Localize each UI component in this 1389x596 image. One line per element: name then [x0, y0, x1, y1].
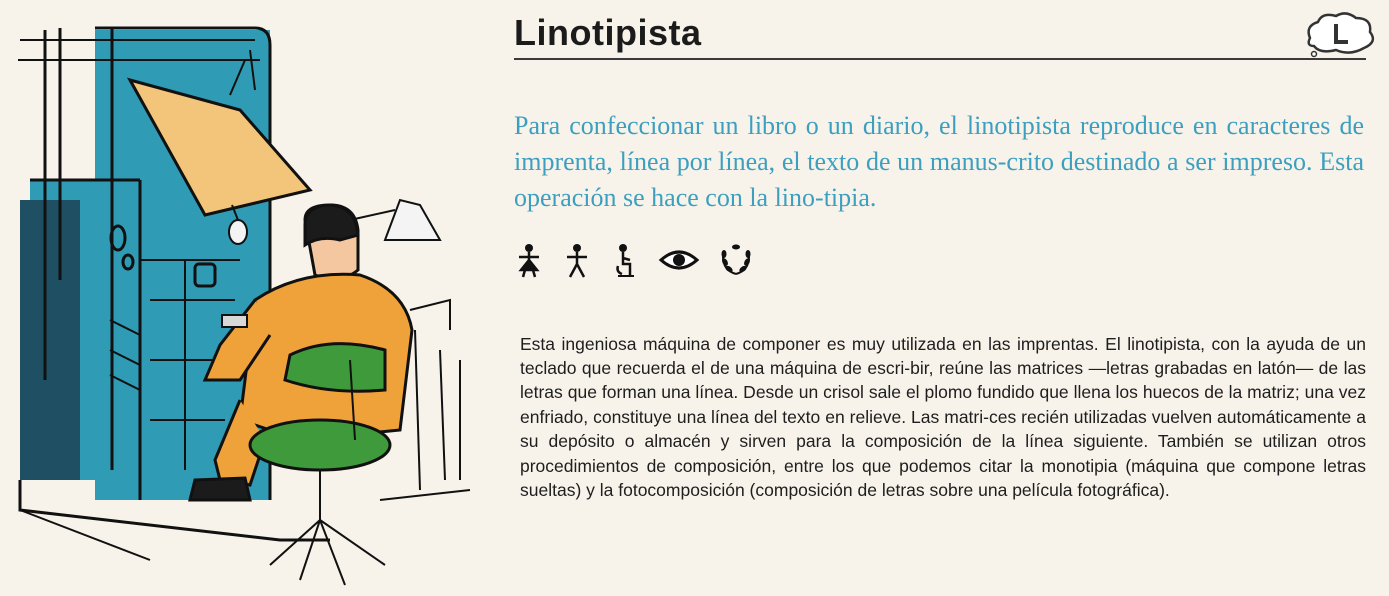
woman-figure-icon [514, 242, 544, 278]
linotype-illustration [0, 0, 500, 596]
eye-icon [658, 242, 700, 278]
title-divider [514, 58, 1366, 60]
man-figure-icon [562, 242, 592, 278]
cloud-logo-icon [1300, 8, 1380, 58]
lead-paragraph: Para confeccionar un libro o un diario, el linotipista reproduce en caracteres de imprenta, línea por línea, el texto de un manus-crito destinado a ser impreso. Esta operación se hace con la lino-tipia. [514, 111, 1364, 212]
page-title: Linotipista [514, 12, 702, 53]
seated-figure-icon [610, 242, 640, 278]
symbol-row [514, 240, 754, 280]
body-paragraph: Esta ingeniosa máquina de componer es muy utilizada en las imprentas. El linotipista, con la ayuda de un teclado que recuerda el de una máquina de escri-bir, reúne las matrices —letras grabadas en latón— de las letras que forman una línea. Desde un crisol sale el plomo fundido que llena los huecos de la matriz; una vez enfriado, constituye una línea del texto en relieve. Las matri-ces recién utilizadas vuelven automáticamente a su depósito o almacén y sirven para la composición de la línea siguiente. También se utilizan otros procedimientos de composición, entre los que podemos citar la monotipia (máquina que compone letras sueltas) y la fotocomposición (composición de letras sobre una película fotográfica). [520, 333, 1366, 500]
laurel-wreath-icon [718, 242, 754, 278]
